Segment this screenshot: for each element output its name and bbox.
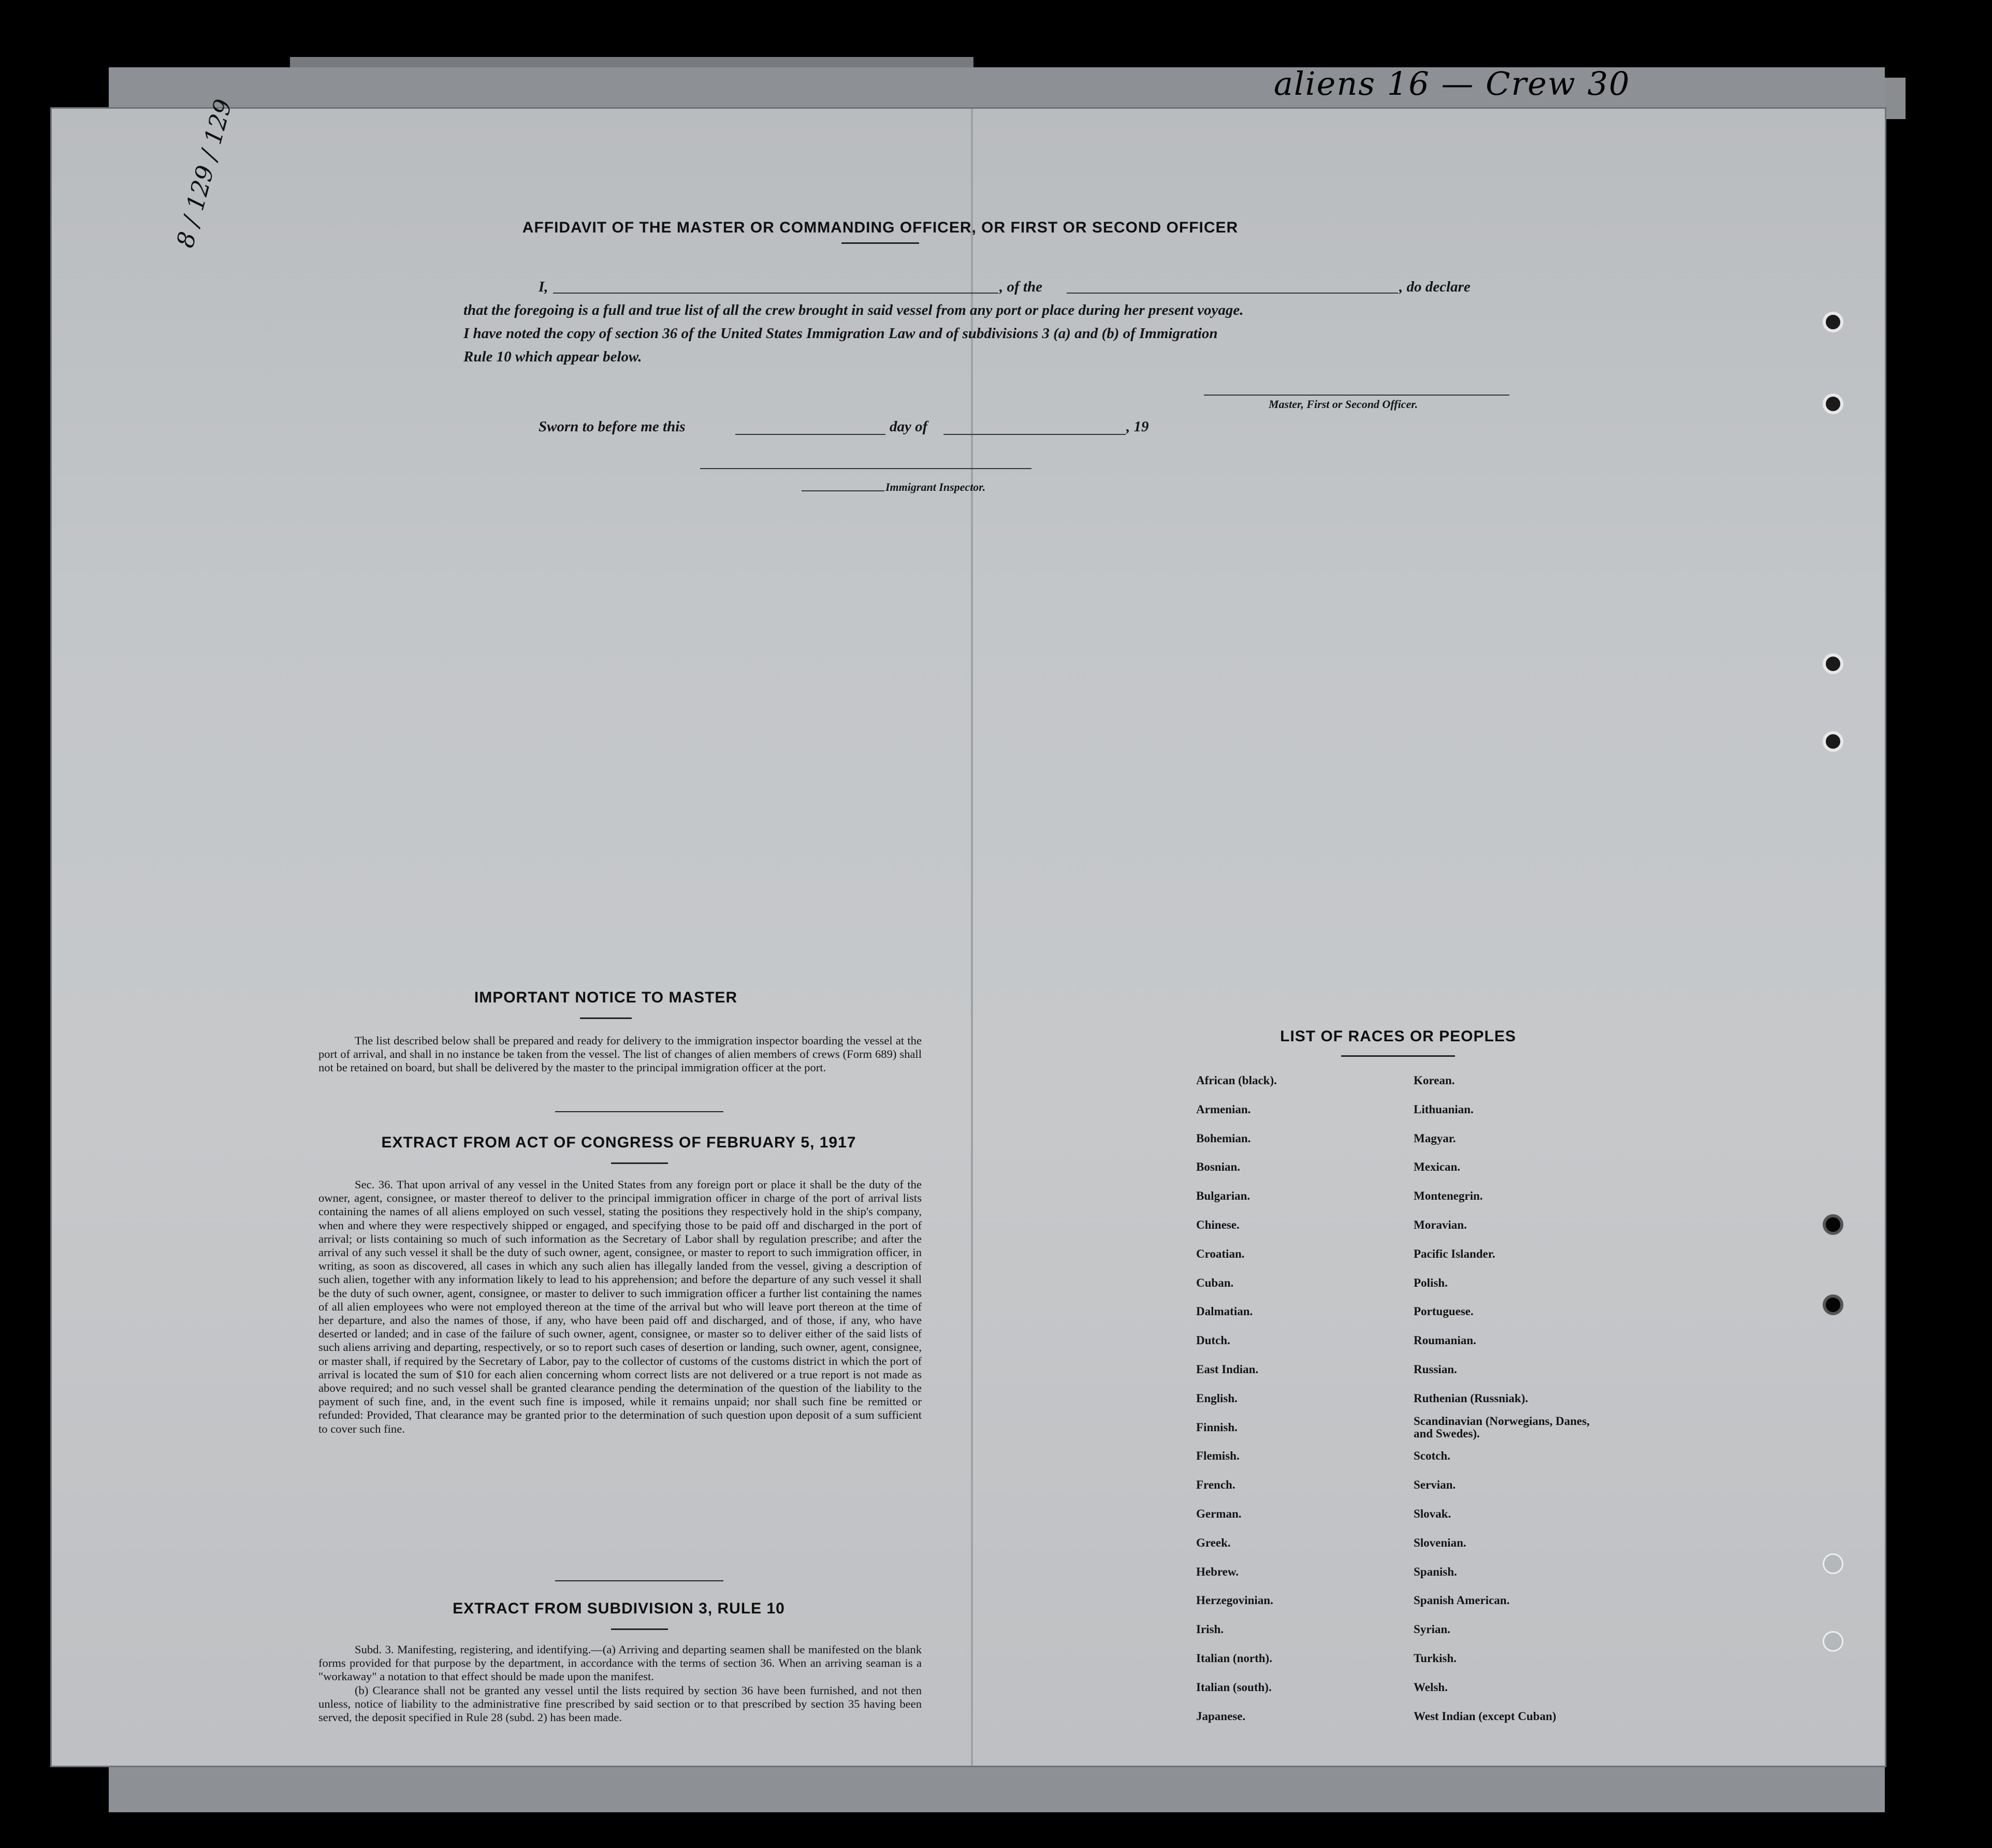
race-item: Russian. xyxy=(1414,1363,1457,1376)
binder-hole xyxy=(1823,312,1843,332)
race-item: Pacific Islander. xyxy=(1414,1247,1495,1260)
inspector-signature-line[interactable] xyxy=(700,468,1031,469)
race-item: Syrian. xyxy=(1414,1623,1450,1636)
master-signature-label: Master, First or Second Officer. xyxy=(1269,398,1418,411)
act-text xyxy=(318,1178,922,1436)
race-item: Japanese. xyxy=(1196,1709,1246,1723)
act-divider xyxy=(555,1580,723,1581)
sworn-day-blank[interactable] xyxy=(735,434,885,435)
binder-hole xyxy=(1823,1631,1843,1652)
notice-title-rule xyxy=(580,1017,632,1019)
document-page xyxy=(52,109,1885,1766)
handwritten-stamp: 8 / 129 / 129 xyxy=(171,96,238,251)
race-item: Montenegrin. xyxy=(1414,1189,1483,1203)
inspector-label: Immigrant Inspector. xyxy=(885,481,986,493)
affidavit-title-rule xyxy=(841,242,919,244)
race-item: Bosnian. xyxy=(1196,1160,1241,1174)
name-blank[interactable] xyxy=(553,293,998,294)
race-item: Flemish. xyxy=(1196,1449,1240,1463)
binder-hole xyxy=(1823,731,1843,752)
notice-divider xyxy=(555,1111,723,1112)
race-item: Scandinavian (Norwegians, Danes, and Swedes). xyxy=(1414,1414,1590,1440)
race-item: Roumanian. xyxy=(1414,1334,1476,1347)
sworn-month-blank[interactable] xyxy=(943,434,1126,435)
act-title: EXTRACT FROM ACT OF CONGRESS OF FEBRUARY 5, 1917 xyxy=(381,1134,856,1151)
race-item: Herzegovinian. xyxy=(1196,1594,1273,1607)
notice-title: IMPORTANT NOTICE TO MASTER xyxy=(474,989,738,1006)
page-fold xyxy=(971,109,973,1766)
sworn-start: Sworn to before me this xyxy=(539,418,686,435)
race-item: Hebrew. xyxy=(1196,1565,1239,1578)
race-item: Magyar. xyxy=(1414,1131,1456,1145)
race-item: German. xyxy=(1196,1507,1242,1520)
race-item: Polish. xyxy=(1414,1276,1448,1289)
race-item: Armenian. xyxy=(1196,1102,1251,1116)
race-item: Italian (north). xyxy=(1196,1652,1272,1665)
race-item: Irish. xyxy=(1196,1623,1224,1636)
affidavit-line4: Rule 10 which appear below. xyxy=(463,348,642,365)
race-item: Bohemian. xyxy=(1196,1131,1251,1145)
race-item: Croatian. xyxy=(1196,1247,1245,1260)
race-item: Dalmatian. xyxy=(1196,1305,1253,1318)
race-item: Welsh. xyxy=(1414,1680,1448,1694)
races-title-rule xyxy=(1341,1055,1455,1057)
race-item: Slovak. xyxy=(1414,1507,1451,1520)
race-item: West Indian (except Cuban) xyxy=(1414,1709,1557,1723)
sworn-end: , 19 xyxy=(1126,418,1149,435)
affidavit-line1-end: , do declare xyxy=(1399,279,1471,295)
race-item: Slovenian. xyxy=(1414,1536,1466,1549)
master-signature-line[interactable] xyxy=(1204,395,1509,396)
race-item: Spanish American. xyxy=(1414,1594,1510,1607)
affidavit-line2: that the foregoing is a full and true list of all the crew brought in said vessel from any port or place during her present voyage. xyxy=(463,302,1244,318)
binder-hole xyxy=(1823,653,1843,674)
race-item: Finnish. xyxy=(1196,1420,1238,1434)
race-item: Turkish. xyxy=(1414,1652,1457,1665)
vessel-blank[interactable] xyxy=(1067,293,1398,294)
race-item: Moravian. xyxy=(1414,1218,1467,1231)
affidavit-line3: I have noted the copy of section 36 of the United States Immigration Law and of subdivisions 3 (a) and (b) of Immigration xyxy=(463,325,1218,342)
notice-paragraph: The list described below shall be prepared and ready for delivery to the immigration inspector boarding the vessel at the port of arrival, and shall in no instance be taken from the vessel. The list of changes of alien members of crews (Form 689) shall not be retained on board, but shall be delivered by the master to the principal immigration officer at the port. xyxy=(318,1034,922,1074)
rule-paragraph-a: Subd. 3. Manifesting, registering, and identifying.—(a) Arriving and departing seamen shall be manifested on the blank forms provided for that purpose by the department, in accordance with the terms of section 36. When an arriving seaman is a "workaway" a notation to that effect should be made upon the manifest. xyxy=(318,1643,922,1683)
binder-hole xyxy=(1823,1214,1843,1235)
race-item: Ruthenian (Russniak). xyxy=(1414,1391,1529,1405)
rule-title: EXTRACT FROM SUBDIVISION 3, RULE 10 xyxy=(453,1600,785,1617)
affidavit-line1-start: I, xyxy=(539,279,548,295)
rule-paragraph-b: (b) Clearance shall not be granted any vessel until the lists required by section 36 have been furnished, and not then unless, notice of liability to the administrative fine prescribed by said section or to that prescribed by section 35 having been served, the deposit specified in Rule 28 (subd. 2) has been made. xyxy=(318,1683,922,1724)
race-item: Chinese. xyxy=(1196,1218,1240,1231)
races-title: LIST OF RACES OR PEOPLES xyxy=(1280,1028,1516,1045)
race-item: Cuban. xyxy=(1196,1276,1234,1289)
race-item: Servian. xyxy=(1414,1478,1456,1492)
race-item: Korean. xyxy=(1414,1074,1455,1087)
binder-hole xyxy=(1823,1553,1843,1574)
binder-hole xyxy=(1823,394,1843,414)
race-item: English. xyxy=(1196,1391,1238,1405)
race-item: East Indian. xyxy=(1196,1363,1259,1376)
handwritten-crew-count: aliens 16 — Crew 30 xyxy=(1274,65,1631,103)
inspector-signature-line-short xyxy=(802,490,884,491)
race-item: African (black). xyxy=(1196,1074,1277,1087)
sworn-mid: day of xyxy=(890,418,928,435)
race-item: Scotch. xyxy=(1414,1449,1450,1463)
binder-hole xyxy=(1823,1294,1843,1315)
race-item: Italian (south). xyxy=(1196,1680,1272,1694)
race-item: Portuguese. xyxy=(1414,1305,1474,1318)
rule-title-rule xyxy=(611,1628,668,1630)
race-item: Greek. xyxy=(1196,1536,1231,1549)
race-item: Mexican. xyxy=(1414,1160,1461,1174)
affidavit-title: AFFIDAVIT OF THE MASTER OR COMMANDING OFFICER, OR FIRST OR SECOND OFFICER xyxy=(522,219,1239,236)
race-item: Spanish. xyxy=(1414,1565,1457,1578)
race-item: Dutch. xyxy=(1196,1334,1230,1347)
race-item: Lithuanian. xyxy=(1414,1102,1474,1116)
act-paragraph: Sec. 36. That upon arrival of any vessel in the United States from any foreign port or place it shall be the duty of the owner, agent, consignee, or master thereof to deliver to the principal immigration officer in charge of the port of arrival lists containing the names of all aliens employed on such vessel, stating the positions they respectively hold in the ship's company, when and where they were respectively shipped or engaged, and specifying those to be paid off and discharged in the port of arrival; or lists containing so much of such information as the Secretary of Labor shall by regulation prescribe; and after the arrival of any such vessel it shall be the duty of such owner, agent, consignee, or master to report to such immigration officer, in writing, as soon as discovered, all cases in which any such alien has illegally landed from the vessel, giving a description of such alien, together with any information likely to lead to his apprehension; and before the departure of any such vessel it shall be the duty of such owner, agent, consignee, or master to deliver to such immigration officer a further list containing the names of all alien employees who were not employed thereon at the time of the arrival but who will leave port thereon at the time of her departure, and also the names of those, if any, who have been paid off and discharged, and of those, if any, who have deserted or landed; and in case of the failure of such owner, agent, consignee, or master so to deliver either of the said lists of such aliens arriving and departing, respectively, or so to report such cases of desertion or landing, such owner, agent, consignee, or master shall, if required by the Secretary of Labor, pay to the collector of customs of the customs district in which the port of arrival is located the sum of $10 for each alien concerning whom correct lists are not delivered or a true report is not made as above required; and no such vessel shall be granted clearance pending the determination of the question of the liability to the payment of such fine, and, in the event such fine is imposed, while it remains unpaid; nor shall such fine be remitted or refunded: Provided, That clearance may be granted prior to the determination of such question upon deposit of a sum sufficient to cover such fine. xyxy=(318,1178,922,1435)
affidavit-line1-mid: , of the xyxy=(999,279,1042,295)
rule-text xyxy=(318,1643,922,1724)
act-title-rule xyxy=(611,1162,668,1164)
notice-text xyxy=(318,1034,922,1075)
race-item: French. xyxy=(1196,1478,1235,1492)
race-item: Bulgarian. xyxy=(1196,1189,1251,1203)
